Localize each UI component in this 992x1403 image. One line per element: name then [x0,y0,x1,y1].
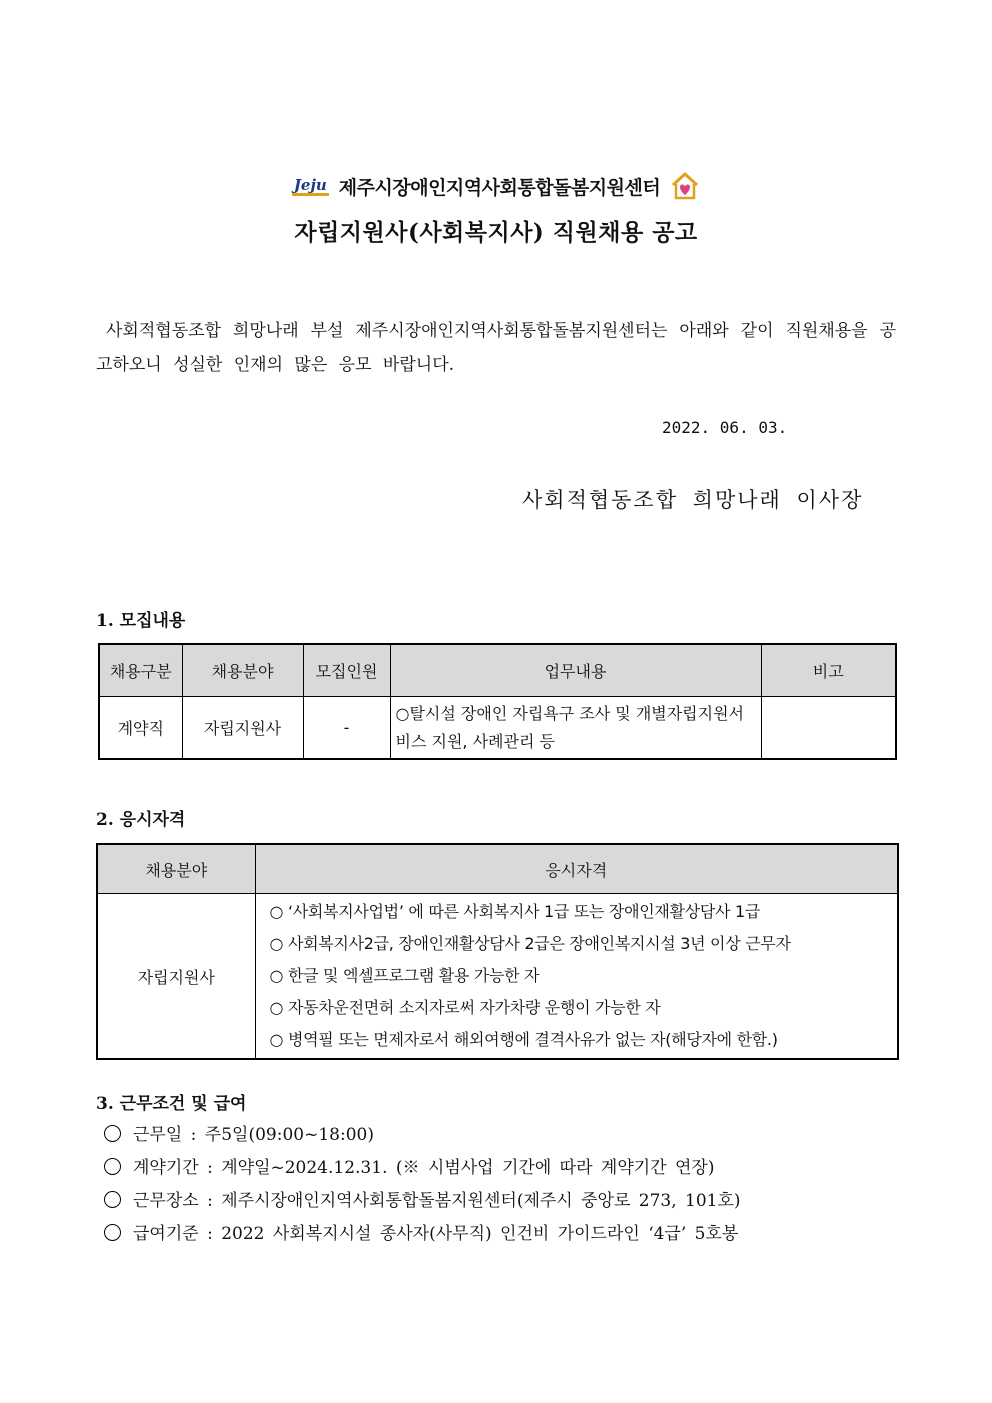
section-3-heading: 3. 근무조건 및 급여 [96,1094,247,1114]
header [0,168,992,204]
recruitment-table [98,643,897,760]
house-heart-icon [670,171,700,201]
header-cell: 채용분야 [182,644,303,697]
page-title: 자립지원사(사회복지사) 직원채용 공고 [294,219,698,246]
header-cell: 채용구분 [99,644,182,697]
condition-item [104,1218,741,1251]
header-cell: 채용분야 [97,844,255,894]
table-header-row [97,844,898,894]
condition-item [104,1185,741,1218]
circle-bullet-icon [104,1125,121,1142]
section-1-heading: 1. 모집내용 [96,611,186,631]
condition-text: 계약기간 : 계약일~2024.12.31. (※ 시범사업 기간에 따라 계약기간 연장) [133,1158,715,1178]
qualification-table [96,843,899,1060]
org-name: 제주시장애인지역사회통합돌봄지원센터 [338,176,661,199]
circle-bullet-icon [104,1191,121,1208]
condition-item [104,1152,741,1185]
header-cell: 응시자격 [255,844,898,894]
condition-list [104,1119,741,1251]
qualification-item: ○ 사회복지사2급, 장애인재활상담사 2급은 장애인복지시설 3년 이상 근무자 [269,934,791,953]
qualification-list [255,894,898,1060]
jeju-logo: Jeju [293,175,327,194]
condition-text: 근무일 : 주5일(09:00~18:00) [133,1125,374,1145]
condition-text: 근무장소 : 제주시장애인지역사회통합돌봄지원센터(제주시 중앙로 273, 101호) [133,1191,741,1211]
note [761,697,896,760]
employment-type: 계약직 [99,697,182,760]
header-cell: 모집인원 [303,644,390,697]
job-field: 자립지원사 [182,697,303,760]
qualification-item: ○ 한글 및 엑셀프로그램 활용 가능한 자 [269,966,540,985]
table-header-row [99,644,896,697]
header-cell: 비고 [761,644,896,697]
notice-date: 2022. 06. 03. [662,418,788,437]
table-row [97,894,898,1060]
qualification-item: ○ 병역필 또는 면제자로서 해외여행에 결격사유가 없는 자(해당자에 한함.) [269,1030,778,1049]
header-cell: 업무내용 [390,644,761,697]
circle-bullet-icon [104,1158,121,1175]
section-2-heading: 2. 응시자격 [96,810,186,830]
condition-text: 급여기준 : 2022 사회복지시설 종사자(사무직) 인건비 가이드라인 ‘4급’ 5호봉 [133,1224,739,1244]
circle-bullet-icon [104,1224,121,1241]
qualification-item: ○ ‘사회복지사업법’ 에 따른 사회복지사 1급 또는 장애인재활상담사 1급 [269,902,760,921]
job-duty: ○탈시설 장애인 자립욕구 조사 및 개별자립지원서비스 지원, 사례관리 등 [390,697,761,760]
headcount: - [303,697,390,760]
table-row [99,697,896,760]
signer: 사회적협동조합 희망나래 이사장 [522,488,864,512]
job-field: 자립지원사 [97,894,255,1060]
intro-paragraph: 사회적협동조합 희망나래 부설 제주시장애인지역사회통합돌봄지원센터는 아래와 같이 직원채용을 공고하오니 성실한 인재의 많은 응모 바랍니다. [96,321,896,375]
condition-item [104,1119,741,1152]
qualification-item: ○ 자동차운전면허 소지자로써 자가차량 운행이 가능한 자 [269,998,661,1017]
